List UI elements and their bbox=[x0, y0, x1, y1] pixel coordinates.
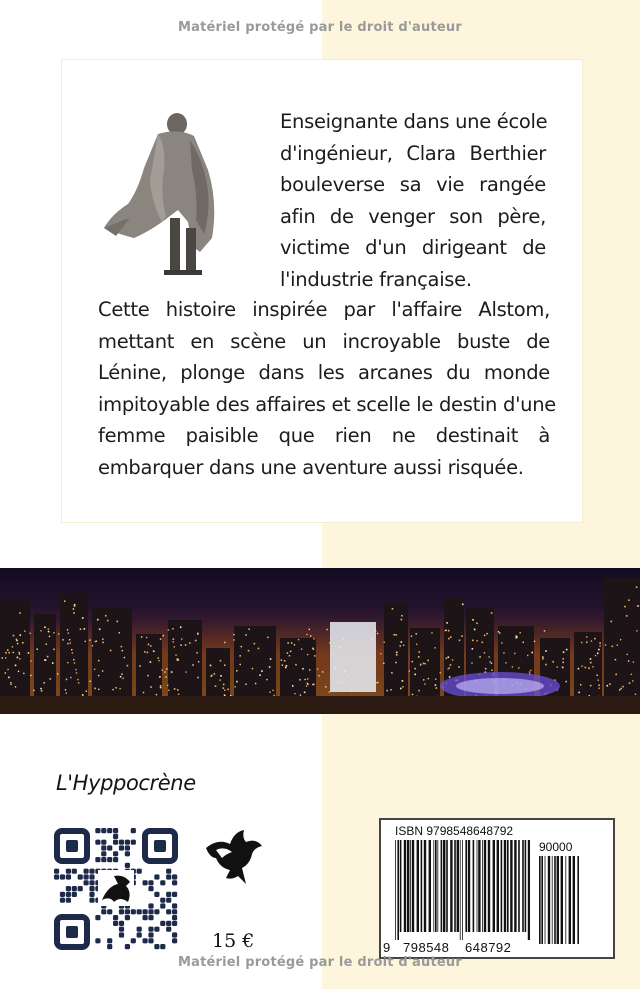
blurb-line: mettant en scène un incroyable buste de bbox=[98, 329, 550, 353]
publisher-name: L'Hyppocrène bbox=[56, 771, 196, 795]
blurb-line: Cette histoire inspirée par l'affaire Alstom, bbox=[98, 298, 550, 321]
blurb-line: embarquer dans une aventure aussi risquée. bbox=[98, 455, 524, 479]
copyright-watermark-bottom: Matériel protégé par le droit d'auteur bbox=[177, 955, 462, 970]
night-cityscape-image bbox=[0, 568, 640, 714]
pegasus-logo-icon bbox=[204, 828, 264, 886]
blurb-line: Lénine, plonge dans les arcanes du monde bbox=[98, 361, 550, 384]
blurb-line: impitoyable des affaires et scelle le destin d'une bbox=[98, 392, 556, 416]
blurb-line: d'ingénieur, Clara Berthier bbox=[280, 141, 546, 165]
copyright-watermark-top: Matériel protégé par le droit d'auteur bbox=[177, 20, 462, 35]
blurb-line: femme paisible que rien ne destinait à bbox=[98, 424, 550, 447]
blurb-line: Enseignante dans une école bbox=[280, 110, 548, 133]
statue-image bbox=[100, 110, 222, 275]
barcode-addon-bars bbox=[539, 856, 583, 944]
barcode-bars bbox=[395, 840, 530, 940]
blurb-line: afin de venger son père, bbox=[280, 204, 546, 228]
blurb-panel bbox=[62, 60, 582, 522]
isbn-barcode bbox=[379, 818, 615, 959]
barcode-digit-first: 9 bbox=[383, 940, 391, 955]
barcode-addon-label: 90000 bbox=[539, 840, 573, 854]
price-label: 15 € bbox=[212, 930, 255, 952]
barcode-digits-right: 648792 bbox=[465, 940, 512, 955]
qr-code bbox=[52, 826, 180, 952]
blurb-paragraph-1 bbox=[280, 106, 546, 295]
barcode-digits-left: 798548 bbox=[403, 940, 450, 955]
isbn-label: ISBN 9798548648792 bbox=[395, 824, 514, 838]
blurb-line: bouleverse sa vie rangée bbox=[280, 173, 546, 196]
blurb-line: victime d'un dirigeant de bbox=[280, 236, 546, 259]
blurb-paragraph-2 bbox=[98, 294, 556, 483]
blurb-line: l'industrie française. bbox=[280, 267, 472, 291]
